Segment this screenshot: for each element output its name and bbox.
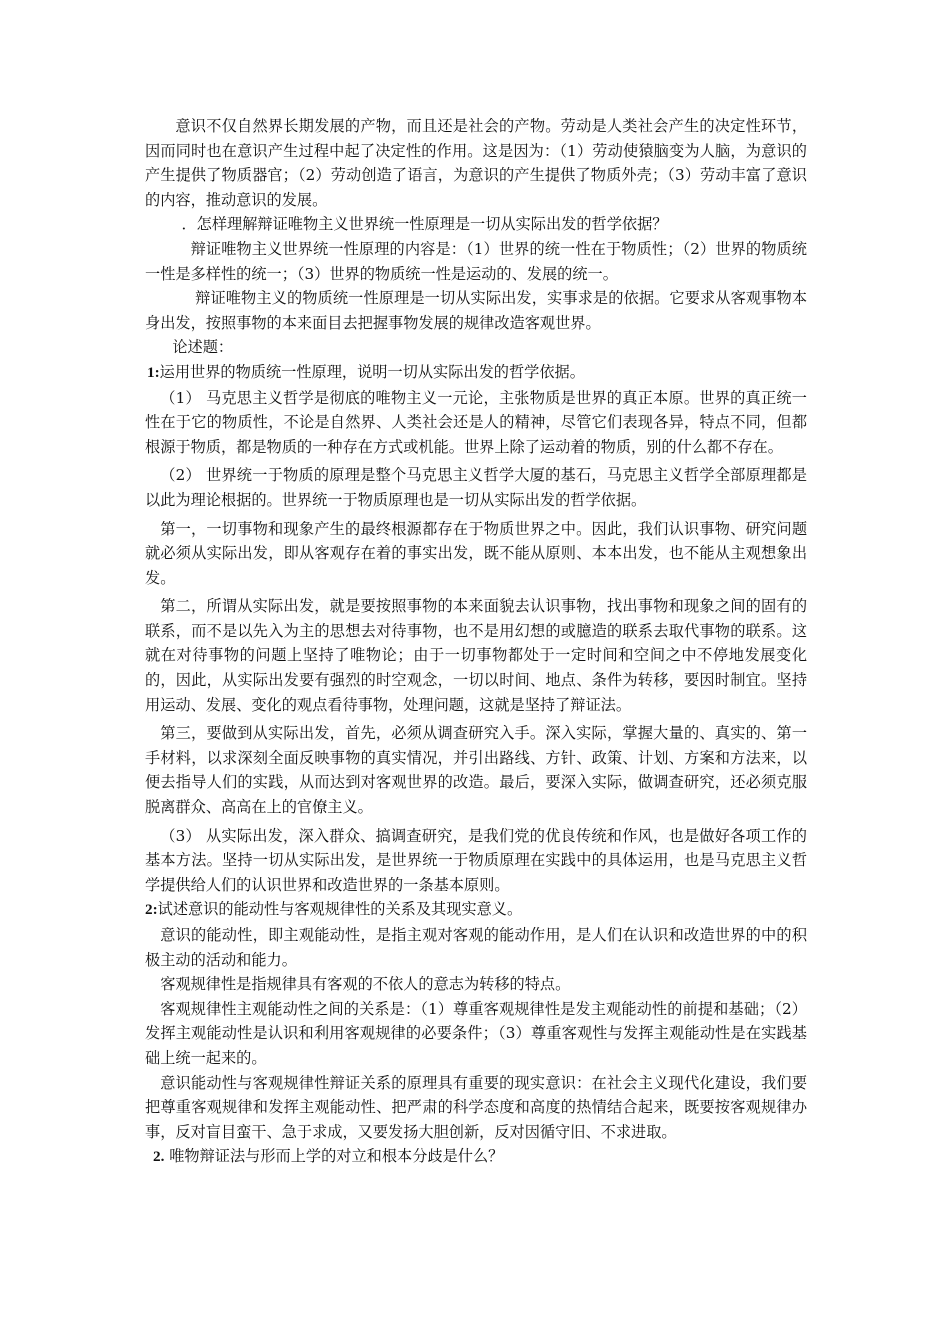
answer-1-point-3: （3） 从实际出发，深入群众、搞调查研究，是我们党的优良传统和作风，也是做好各项工作的基本方法。坚持一切从实际出发，是世界统一于物质原理在实践中的具体运用，也是马克思主义哲学提供给人们的认识世界和改造世界的一条基本原则。 [145,826,807,894]
answer-2-significance: 意识能动性与客观规律性辩证关系的原理具有重要的现实意识：在社会主义现代化建设，我们要把尊重客观规律和发挥主观能动性、把严肃的科学态度和高度的热情结合起来，既要按客观规律办事，反对盲目蛮干、急于求成，又要发扬大胆创新，反对因循守旧、不求进取。 [145,1073,807,1141]
answer-2-relationship: 客观规律性主观能动性之间的关系是：（1）尊重客观规律性是发主观能动性的前提和基础；（2）发挥主观能动性是认识和利用客观规律的必要条件；（3）尊重客观性与发挥主观能动性是在实践基础上统一起来的。 [145,999,807,1067]
answer-2-consciousness-definition: 意识的能动性，即主观能动性，是指主观对客观的能动作用，是人们在认识和改造世界的中的积极主动的活动和能力。 [145,926,807,969]
question-number: 2: [145,901,158,919]
paragraph-unity-principle-content: 辩证唯物主义世界统一性原理的内容是：（1）世界的统一性在于物质性；（2）世界的物质统一性是多样性的统一；（3）世界的物质统一性是运动的、发展的统一。 [145,239,807,283]
document-page [145,114,807,1170]
essay-question-2 [145,897,807,923]
question-number: 2. [153,1148,165,1166]
question-text: 试述意识的能动性与客观规律性的关系及其现实意义。 [157,900,523,919]
answer-1-point-1: （1） 马克思主义哲学是彻底的唯物主义一元论，主张物质是世界的真正本原。世界的真正统一性在于它的物质性，不论是自然界、人类社会还是人的精神，尽管它们表现各异，特点不同，但都根源于物质，都是物质的一种存在方式或机能。世界上除了运动着的物质，别的什么都不存在。 [145,388,807,456]
answer-1-point-2: （2） 世界统一于物质的原理是整个马克思主义哲学大厦的基石，马克思主义哲学全部原理都是以此为理论根据的。世界统一于物质原理也是一切从实际出发的哲学依据。 [145,466,807,509]
answer-1-second: 第二，所谓从实际出发，就是要按照事物的本来面貌去认识事物，找出事物和现象之间的固有的联系，而不是以先入为主的思想去对待事物，也不是用幻想的或臆造的联系去取代事物的联系。这就在对待事物的问题上坚持了唯物论；由于一切事物都处于一定时间和空间之中不停地发展变化的，因此，从实际出发要有强烈的时空观念，一切以时间、地点、条件为转移，要因时制宜。坚持用运动、发展、变化的观点看待事物，处理问题，这就是坚持了辩证法。 [145,597,807,714]
essay-question-3 [145,1144,807,1170]
answer-1-first: 第一，一切事物和现象产生的最终根源都存在于物质世界之中。因此，我们认识事物、研究问题就必须从实际出发，即从客观存在着的事实出发，既不能从原则、本本出发，也不能从主观想象出发。 [145,519,807,587]
essay-question-1 [145,360,807,386]
paragraph-unity-principle-basis: 辩证唯物主义的物质统一性原理是一切从实际出发，实事求是的依据。它要求从客观事物本身出发，按照事物的本来面目去把握事物发展的规律改造客观世界。 [145,289,807,332]
question-text: 运用世界的物质统一性原理，说明一切从实际出发的哲学依据。 [159,362,585,381]
answer-2-objective-law-definition: 客观规律性是指规律具有客观的不依人的意志为转移的特点。 [160,975,571,994]
question-number: 1: [147,363,160,381]
answer-1-third: 第三，要做到从实际出发，首先，必须从调查研究入手。深入实际，掌握大量的、真实的、第一手材料，以求深刻全面反映事物的真实情况，并引出路线、方针、政策、计划、方案和方法来，以便去指导人们的实践，从而达到对客观世界的改造。最后，要深入实际，做调查研究，还必须克服脱离群众、高高在上的官僚主义。 [145,724,807,817]
section-heading-essay-questions: 论述题： [172,338,234,357]
paragraph-consciousness-origin: 意识不仅自然界长期发展的产物，而且还是社会的产物。劳动是人类社会产生的决定性环节，因而同时也在意识产生过程中起了决定性的作用。这是因为：（1）劳动使猿脑变为人脑，为意识的产生提供了物质器官；（2）劳动创造了语言，为意识的产生提供了物质外壳；（3）劳动丰富了意识的内容，推动意识的发展。 [145,117,807,209]
question-text: 唯物辩证法与形而上学的对立和根本分歧是什么？ [169,1147,504,1166]
question-world-unity: ．怎样理解辩证唯物主义世界统一性原理是一切从实际出发的哲学依据？ [181,215,668,234]
